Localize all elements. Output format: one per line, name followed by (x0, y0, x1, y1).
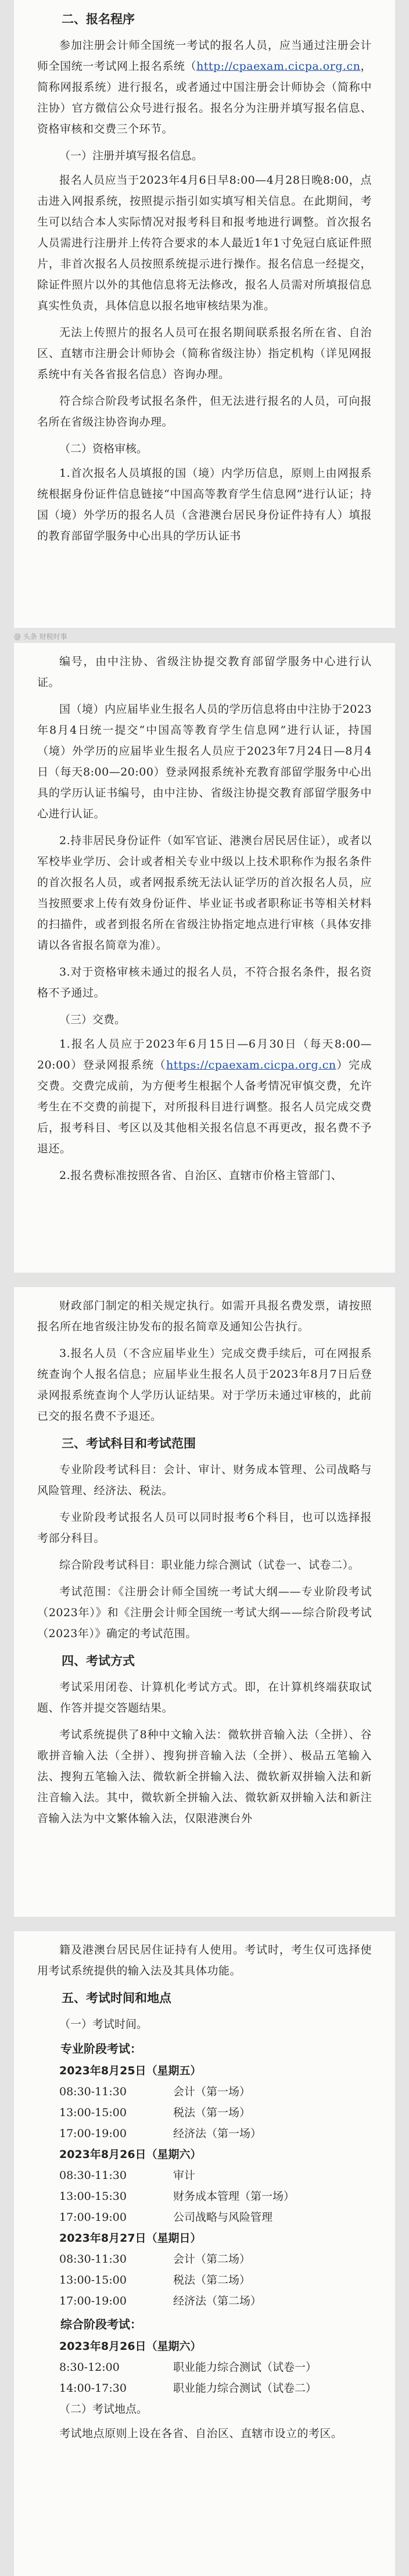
schedule-subject: 公司战略与风险管理 (173, 2211, 273, 2224)
paragraph-text: 1.报名人员应于2023年6月15日—6月30日（每天8:00—20:00）登录网报系统（ (37, 1038, 372, 1071)
paragraph: 符合综合阶段考试报名条件，但无法进行报名的人员，可向报名所在省级注协咨询办理。 (37, 395, 372, 428)
schedule-row (37, 2102, 372, 2123)
schedule-subject: 职业能力综合测试（试卷一） (173, 2361, 317, 2374)
section-heading: 五、考试时间和地点 (62, 1991, 171, 2005)
paragraph (37, 35, 372, 140)
paragraph: 3.报名人员（不含应届毕业生）完成交费手续后，可在网报系统查询个人报名信息；应届毕业生报名人员于2023年8月7日后登录网报系统查询个人学历认证结果。对于学历未通过审核的，此前已交的报名费不予退还。 (37, 1347, 372, 1423)
exam-website-link[interactable]: http://cpaexam.cicpa.org.cn (196, 60, 361, 73)
paragraph: 1.首次报名人员填报的国（境）内学历信息，原则上由网报系统根据身份证件信息链接“中国高等教育学生信息网”进行认证；持国（境）外学历的报名人员（含港澳台居民身份证件持有人）填报的教育部留学服务中心出具的学历认证书 (37, 467, 372, 542)
schedule-date: 2023年8月27日（星期日） (59, 2232, 202, 2245)
schedule-subject: 经济法（第一场） (173, 2127, 262, 2140)
paragraph: 报名人员应当于2023年4月6日早8:00—4月28日晚8:00，点击进入网报系统，按照提示指引如实填写相关信息。在此期间，考生可以结合本人实际情况对报考科目和报考地进行调整。首次报名人员需进行注册并上传符合要求的本人最近1年1寸免冠白底证件照片，非首次报名人员按照系统提示进行操作。报名信息一经提交，除证件照片以外的其他信息将无法修改，报名人员需对所填报信息真实性负责，具体信息以报名地审核结果为准。 (37, 174, 372, 312)
schedule-time: 08:30-11:30 (59, 2253, 127, 2266)
schedule-time: 08:30-11:30 (59, 2169, 127, 2182)
schedule-time: 14:00-17:30 (59, 2382, 127, 2395)
schedule-date: 2023年8月26日（星期六） (59, 2148, 202, 2161)
schedule-time: 13:00-15:00 (59, 2274, 127, 2286)
paragraph: 财政部门制定的相关规定执行。如需开具报名费发票，请按照报名所在地省级注协发布的报名简章及通知公告执行。 (37, 1299, 372, 1333)
schedule-row (37, 2081, 372, 2102)
schedule-subject: 经济法（第二场） (173, 2295, 262, 2307)
schedule-date: 2023年8月26日（星期六） (59, 2340, 202, 2353)
section-heading: 三、考试科目和考试范围 (62, 1437, 196, 1450)
paragraph: 3.对于资格审核未通过的报名人员，不符合报名条件，报名资格不予通过。 (37, 966, 372, 999)
schedule-time: 13:00-15:00 (59, 2106, 127, 2119)
paragraph: 综合阶段考试科目：职业能力综合测试（试卷一、试卷二）。 (59, 1559, 360, 1571)
schedule-group-title: 综合阶段考试： (60, 2317, 142, 2331)
document-page-2 (14, 643, 395, 1273)
document-page-4 (14, 1931, 395, 2576)
paragraph: 编号，由中注协、省级注协提交教育部留学服务中心进行认证。 (37, 655, 372, 689)
schedule-row (37, 2186, 372, 2207)
schedule-row (37, 2378, 372, 2399)
watermark-text: @ 头条 财税时事 (14, 633, 67, 641)
paragraph (37, 1034, 372, 1159)
schedule-row (37, 2357, 372, 2378)
schedule-row (37, 2207, 372, 2228)
schedule-subject: 会计（第二场） (173, 2253, 251, 2266)
schedule-time: 08:30-11:30 (59, 2085, 127, 2098)
paragraph: 考试范围：《注册会计师全国统一考试大纲——专业阶段考试（2023年）》和《注册会计师全国统一考试大纲——综合阶段考试（2023年）》确定的考试范围。 (37, 1585, 372, 1640)
schedule-time: 8:30-12:00 (59, 2361, 120, 2374)
paragraph-text: 参加注册会计师全国统一考试的报名人员，应当通过注册会计师全国统一考试网上报名系统（ (37, 39, 372, 73)
paragraph-text: ）完成交费。交费完成前，为方便考生根据个人备考情况审慎交费，允许考生在不交费的前提下，对所报科目进行调整。报名人员完成交费后，报考科目、考区以及其他相关报名信息不再更改，报名费不予退还。 (37, 1059, 372, 1155)
schedule-subject: 税法（第一场） (173, 2106, 251, 2119)
paragraph-text: ，简称网报系统）进行报名，或者通过中国注册会计师协会（简称中注协）官方微信公众号进行报名。报名分为注册并填写报名信息、资格审核和交费三个环节。 (37, 60, 372, 135)
schedule-subject: 审计 (173, 2169, 196, 2182)
schedule-row (37, 2249, 372, 2270)
paragraph: 考试地点原则上设在各省、自治区、直辖市设立的考区。 (59, 2427, 343, 2440)
subsection-heading: （一）注册并填写报名信息。 (59, 149, 203, 162)
schedule-time: 17:00-19:00 (59, 2127, 127, 2140)
schedule-row (37, 2123, 372, 2144)
subsection-heading: （三）交费。 (59, 1013, 126, 1026)
paragraph: 专业阶段考试报名人员可以同时报考6个科目，也可以选择报考部分科目。 (37, 1511, 372, 1545)
subsection-heading: （二）考试地点。 (59, 2403, 148, 2416)
paragraph: 籍及港澳台居民居住证持有人使用。考试时，考生仅可选择使用考试系统提供的输入法及其具体功能。 (37, 1943, 372, 1977)
document-page-1 (14, 0, 395, 628)
paragraph: 考试系统提供了8种中文输入法：微软拼音输入法（全拼）、谷歌拼音输入法（全拼）、搜狗拼音输入法（全拼）、极品五笔输入法、搜狗五笔输入法、微软新全拼输入法、微软新双拼输入法和新注音输入法。其中，微软新全拼输入法、微软新双拼输入法和新注音输入法为中文繁体输入法，仅限港澳台外 (37, 1728, 372, 1825)
schedule-group-title: 专业阶段考试： (60, 2042, 142, 2056)
schedule-row (37, 2165, 372, 2186)
schedule-subject: 税法（第二场） (173, 2274, 251, 2286)
schedule-row (37, 2270, 372, 2291)
subsection-heading: （二）资格审核。 (59, 442, 148, 455)
schedule-subject: 职业能力综合测试（试卷二） (173, 2382, 317, 2395)
paragraph: 专业阶段考试科目：会计、审计、财务成本管理、公司战略与风险管理、经济法、税法。 (37, 1463, 372, 1497)
schedule-row (37, 2291, 372, 2311)
schedule-subject: 财务成本管理（第一场） (173, 2190, 295, 2203)
paragraph: 2.持非居民身份证件（如军官证、港澳台居民居住证），或者以军校毕业学历、会计或者相关专业中级以上技术职称作为报名条件的首次报名人员，或者网报系统无法认证学历的首次报名人员，应当按照要求上传有效身份证件、毕业证书或者职称证书等相关材料的扫描件，或者到报名所在省级注协指定地点进行审核（具体安排请以各省报名简章为准）。 (37, 834, 372, 952)
schedule-date: 2023年8月25日（星期五） (59, 2064, 202, 2077)
paragraph: 考试采用闭卷、计算机化考试方式。即，在计算机终端获取试题、作答并提交答题结果。 (37, 1681, 372, 1714)
section-heading: 四、考试方式 (62, 1654, 135, 1668)
paragraph: 国（境）内应届毕业生报名人员的学历信息将由中注协于2023年8月4日统一提交“中国高等教育学生信息网”进行认证，持国（境）外学历的应届毕业生报名人员应于2023年7月24日—8月4日（每天8:00—20:00）登录网报系统补充教育部留学服务中心出具的学历认证书编号，由中注协、省级注协提交教育部留学服务中心进行认证。 (37, 703, 372, 820)
document-page-3 (14, 1287, 395, 1917)
schedule-time: 17:00-19:00 (59, 2211, 127, 2224)
paragraph: 无法上传照片的报名人员可在报名期间联系报名所在省、自治区、直辖市注册会计师协会（简称省级注协）指定机构（详见网报系统中有关各省报名信息）咨询办理。 (37, 326, 372, 381)
subsection-heading: （一）考试时间。 (59, 2018, 148, 2031)
schedule-time: 13:00-15:30 (59, 2190, 127, 2203)
section-heading: 二、报名程序 (62, 12, 135, 26)
exam-website-link[interactable]: https://cpaexam.cicpa.org.cn (166, 1059, 336, 1071)
paragraph: 2.报名费标准按照各省、自治区、直辖市价格主管部门、 (59, 1169, 343, 1182)
schedule-time: 17:00-19:00 (59, 2295, 127, 2307)
schedule-subject: 会计（第一场） (173, 2085, 251, 2098)
